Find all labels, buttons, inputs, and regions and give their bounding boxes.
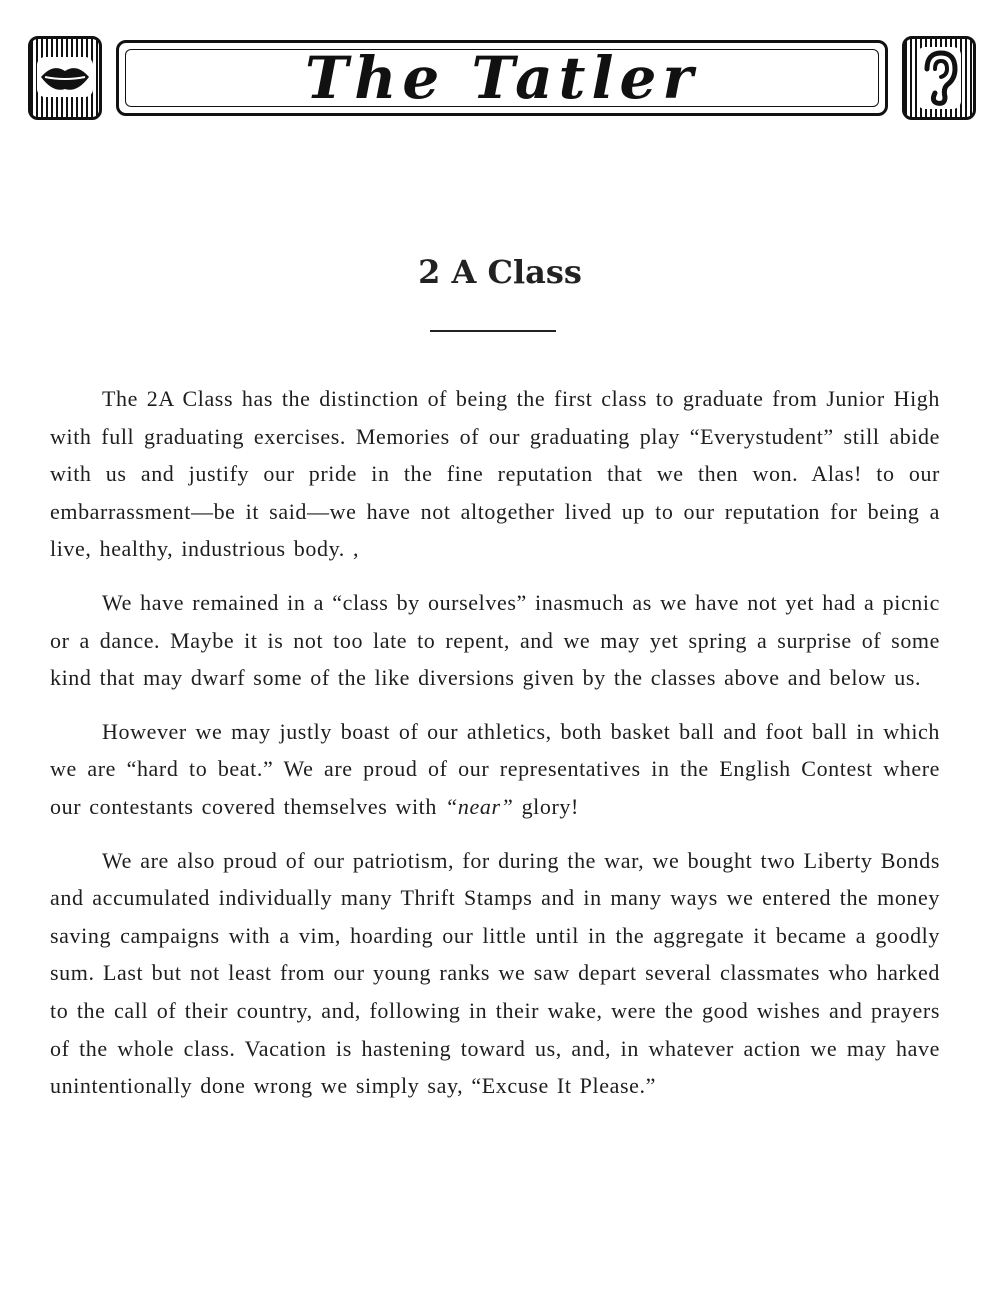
paragraph-2: We have remained in a “class by ourselves” inasmuch as we have not yet had a picnic or a dance. Maybe it is not too late to repent, and we may yet spring a surprise of some kind that may dwarf some of the like diversions given by the classes above and below us. [50,589,940,691]
lips-icon [31,39,99,117]
masthead-title-frame [116,40,888,116]
paragraph-4: We are also proud of our patriotism, for during the war, we bought two Liberty Bonds and accumulated individually many Thrift Stamps and in many ways we entered the money saving campaigns with a vim, hoarding our little until in the aggregate it became a goodly sum. Last but not least from our young ranks we saw depart several classmates who harked to the call of their country, and, following in their wake, were the good wishes and prayers of the whole class. Vacation is hastening toward us, and, in whatever action we may have unintentionally done wrong we simply say, “Excuse It Please.” [50,847,940,1099]
section-title: 2 A Class [418,253,582,292]
paragraph-3-text: However we may justly boast of our athletics, both basket ball and foot ball in which we are “hard to beat.” We are proud of our representatives in the English Contest where our contestants covered themselves with [50,718,940,819]
section-divider [430,330,556,332]
masthead-title: The Tatler [305,44,699,112]
masthead-ornament-right [902,36,976,120]
paragraph-1: The 2A Class has the distinction of being the first class to graduate from Junior High with full graduating exercises. Memories of our graduating play “Everystudent” still abide with us and justify our pride in the fine reputation that we then won. Alas! to our embarrassment—be it said—we have not altogether lived up to our reputation for being a live, healthy, industrious body. , [50,386,940,562]
paragraph-3-emphasis: “near” [445,793,514,819]
ear-icon [905,39,973,117]
paragraph-3-text-end: glory! [513,793,579,819]
article-body [50,380,940,1121]
masthead-ornament-left [28,36,102,120]
masthead [28,36,976,124]
paragraph-3 [50,713,940,826]
